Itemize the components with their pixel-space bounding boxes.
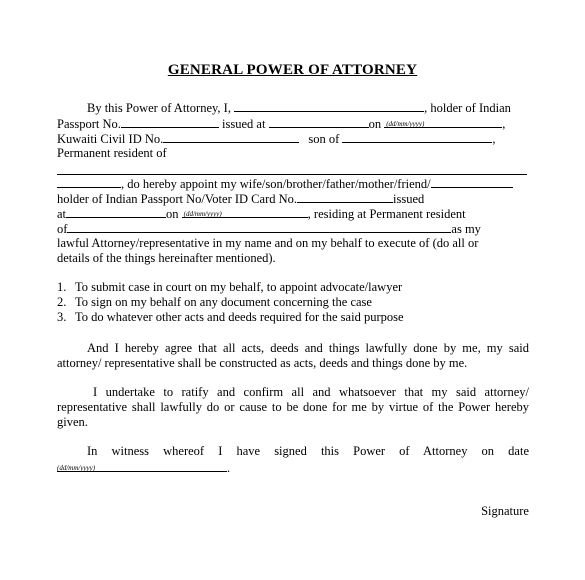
para1-line11: details of the things hereinafter mentioned). — [57, 251, 276, 265]
para1-line10: lawful Attorney/representative in my name and on my behalf to execute of (do all or — [57, 236, 479, 250]
residence-continuation-field[interactable] — [57, 176, 121, 188]
para3-line3: given. — [57, 415, 88, 429]
para1-line8: at on (dd/mm/yyyy) , residing at Permanent resident — [57, 207, 466, 221]
para4-line1: In witness whereof I have signed this Power of Attorney on date — [87, 444, 529, 458]
para3-line2: representative shall lawfully do or cause to be done for me by virtue of the Power hereby — [57, 400, 529, 414]
relation-field[interactable] — [431, 176, 513, 188]
issued-at-field[interactable] — [269, 116, 369, 128]
attorney-address-field[interactable] — [67, 221, 451, 233]
civil-id-field[interactable] — [163, 131, 299, 143]
attorney-id-field[interactable] — [297, 191, 393, 203]
name-field[interactable] — [234, 100, 424, 112]
para1-line7: holder of Indian Passport No/Voter ID Card No. issued — [57, 192, 425, 206]
attorney-issue-date-field[interactable]: (dd/mm/yyyy) — [182, 206, 226, 218]
para4-line2: (dd/mm/yyyy) . — [57, 461, 231, 475]
para1-line4: Permanent resident of — [57, 146, 167, 160]
list-item: 1. To submit case in court on my behalf, to appoint advocate/lawyer — [57, 280, 403, 294]
issue-date-field-ext[interactable] — [428, 116, 502, 128]
para1-line9: of as my — [57, 222, 481, 236]
permanent-address-field[interactable] — [57, 163, 527, 175]
attorney-issue-date-ext[interactable] — [226, 206, 308, 218]
para2-line1: And I hereby agree that all acts, deeds and things lawfully done by me, my said — [87, 341, 529, 355]
list-item: 2. To sign on my behalf on any document concerning the case — [57, 295, 372, 309]
attorney-issued-at-field[interactable] — [66, 206, 166, 218]
para3-line1: I undertake to ratify and confirm all and whatsoever that my said attorney/ — [93, 385, 529, 399]
signature-label: Signature — [481, 504, 529, 518]
para1-line1: By this Power of Attorney, I, , holder of Indian — [87, 101, 511, 115]
passport-no-field[interactable] — [121, 116, 219, 128]
signing-date-field[interactable]: (dd/mm/yyyy) — [57, 460, 227, 472]
son-of-field[interactable] — [342, 131, 492, 143]
para1-line2: Passport No. issued at on (dd/mm/yyyy) , — [57, 117, 506, 131]
document-title: GENERAL POWER OF ATTORNEY — [167, 62, 418, 78]
para1-line6: , do hereby appoint my wife/son/brother/father/mother/friend/ — [57, 176, 529, 192]
para2-line2: attorney/ representative shall be constructed as acts, deeds and things done by me. — [57, 356, 468, 370]
issue-date-field[interactable]: (dd/mm/yyyy) — [384, 116, 428, 128]
list-item: 3. To do whatever other acts and deeds required for the said purpose — [57, 310, 404, 324]
para1-line3: Kuwaiti Civil ID No. son of , — [57, 132, 496, 146]
